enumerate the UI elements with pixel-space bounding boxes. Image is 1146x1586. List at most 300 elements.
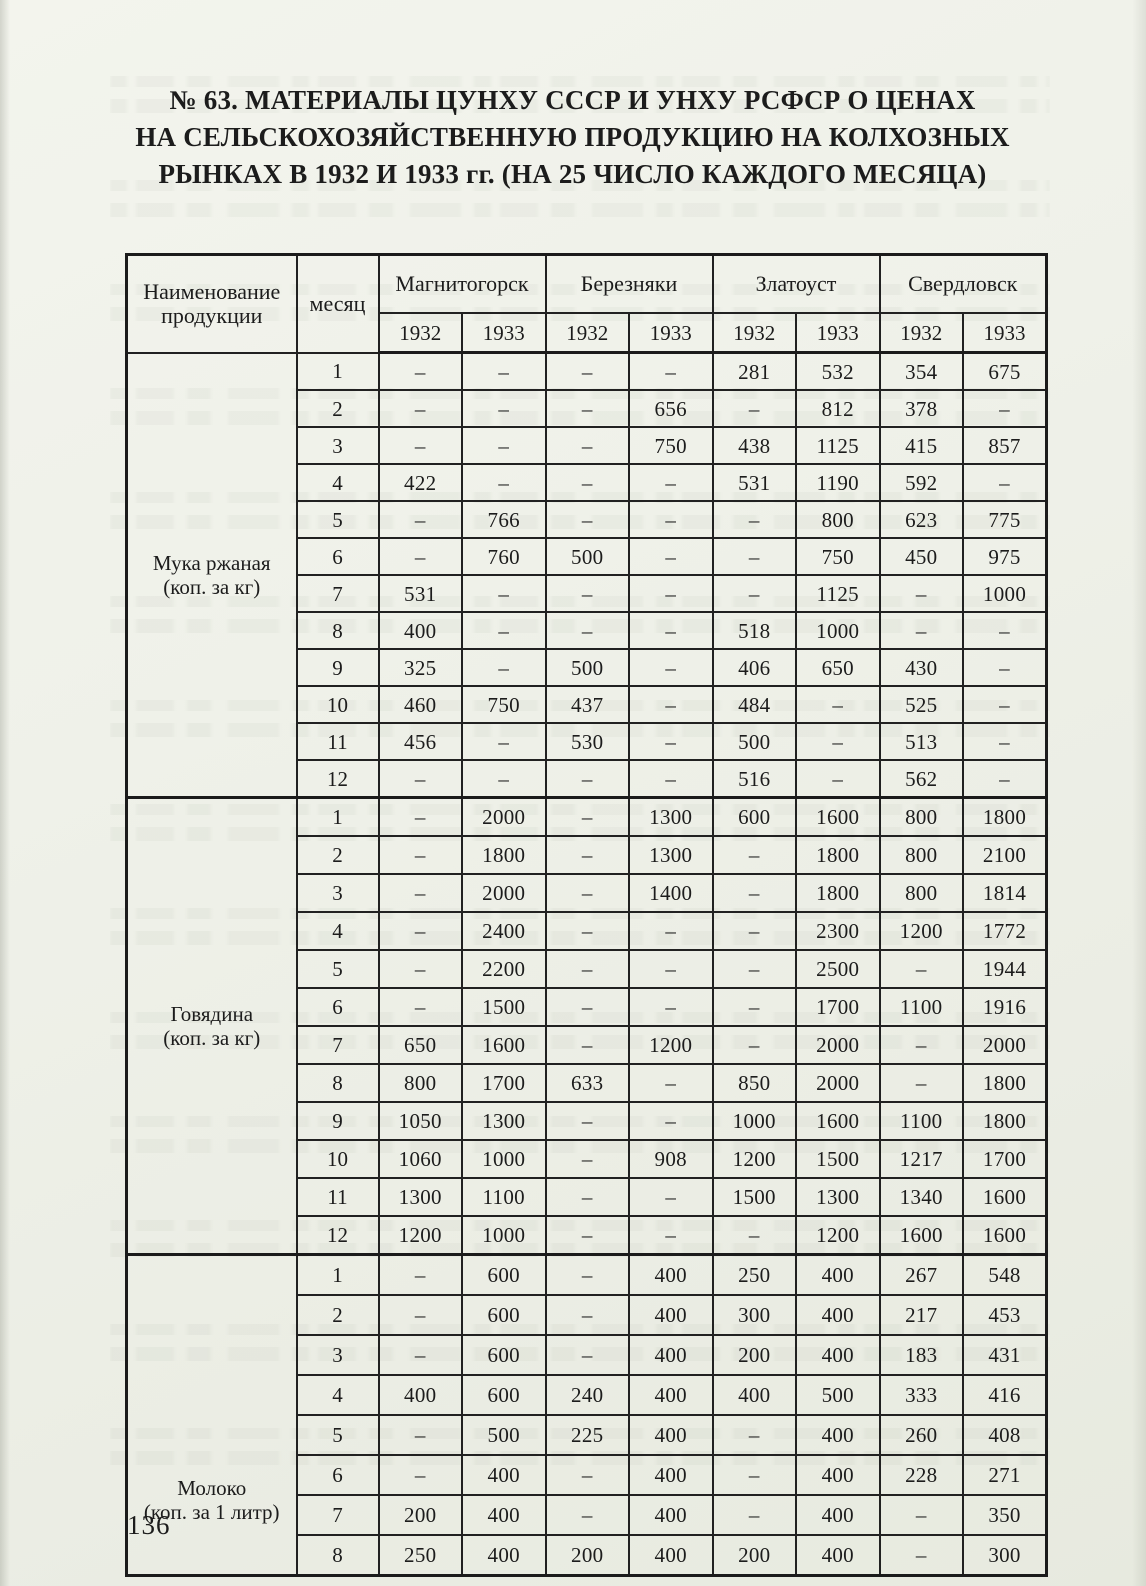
- price-cell: –: [629, 950, 713, 988]
- price-cell: 908: [629, 1140, 713, 1178]
- price-cell: 1000: [713, 1102, 797, 1140]
- price-cell: –: [963, 723, 1047, 760]
- price-cell: 1200: [629, 1026, 713, 1064]
- price-cell: –: [963, 390, 1047, 427]
- column-header-product: Наименование продукции: [127, 255, 297, 353]
- price-cell: –: [462, 575, 546, 612]
- price-cell: 437: [546, 686, 630, 723]
- month-cell: 11: [297, 1178, 379, 1216]
- city-header-zlatoust: Златоуст: [713, 255, 880, 314]
- price-cell: –: [379, 501, 463, 538]
- page-number: 136: [127, 1510, 171, 1540]
- price-cell: –: [629, 353, 713, 391]
- price-cell: 1000: [462, 1216, 546, 1255]
- price-cell: 217: [880, 1295, 964, 1335]
- price-cell: 400: [629, 1455, 713, 1495]
- price-cell: 1800: [796, 874, 880, 912]
- price-cell: –: [462, 353, 546, 391]
- month-cell: 1: [297, 798, 379, 837]
- month-cell: 2: [297, 1295, 379, 1335]
- column-header-month: месяц: [297, 255, 379, 353]
- price-cell: –: [796, 760, 880, 798]
- price-cell: 1000: [796, 612, 880, 649]
- price-cell: 516: [713, 760, 797, 798]
- price-cell: 857: [963, 427, 1047, 464]
- price-cell: 600: [713, 798, 797, 837]
- price-cell: –: [880, 1026, 964, 1064]
- price-cell: 525: [880, 686, 964, 723]
- city-header-magnitogorsk: Магнитогорск: [379, 255, 546, 314]
- price-cell: 2500: [796, 950, 880, 988]
- price-cell: 2000: [462, 798, 546, 837]
- price-cell: 1300: [796, 1178, 880, 1216]
- price-cell: –: [462, 649, 546, 686]
- price-cell: –: [546, 1178, 630, 1216]
- price-cell: –: [713, 1495, 797, 1535]
- month-cell: 3: [297, 874, 379, 912]
- price-cell: –: [713, 950, 797, 988]
- price-cell: 400: [796, 1255, 880, 1296]
- price-cell: 408: [963, 1415, 1047, 1455]
- price-cell: –: [713, 1455, 797, 1495]
- table-row: [127, 798, 1047, 837]
- month-cell: 8: [297, 612, 379, 649]
- price-cell: 800: [880, 798, 964, 837]
- price-cell: –: [379, 353, 463, 391]
- price-cell: 800: [796, 501, 880, 538]
- price-cell: 267: [880, 1255, 964, 1296]
- price-cell: 400: [796, 1335, 880, 1375]
- price-cell: –: [379, 427, 463, 464]
- price-cell: 1300: [379, 1178, 463, 1216]
- price-cell: –: [963, 649, 1047, 686]
- price-cell: –: [379, 390, 463, 427]
- year-header: 1932: [713, 313, 797, 353]
- price-cell: –: [379, 950, 463, 988]
- price-cell: 1340: [880, 1178, 964, 1216]
- price-cell: 400: [629, 1335, 713, 1375]
- price-cell: –: [963, 464, 1047, 501]
- price-cell: 460: [379, 686, 463, 723]
- price-cell: 1060: [379, 1140, 463, 1178]
- price-cell: 500: [546, 649, 630, 686]
- price-cell: 400: [796, 1295, 880, 1335]
- month-cell: 1: [297, 1255, 379, 1296]
- month-cell: 6: [297, 988, 379, 1026]
- price-cell: 200: [546, 1535, 630, 1576]
- price-cell: 600: [462, 1335, 546, 1375]
- price-cell: 400: [462, 1455, 546, 1495]
- price-cell: 431: [963, 1335, 1047, 1375]
- price-cell: –: [546, 501, 630, 538]
- price-cell: –: [546, 1255, 630, 1296]
- product-name: Молоко: [177, 1476, 247, 1500]
- price-cell: 1700: [963, 1140, 1047, 1178]
- price-cell: –: [546, 1216, 630, 1255]
- month-cell: 7: [297, 1495, 379, 1535]
- price-cell: 1100: [880, 1102, 964, 1140]
- price-cell: –: [713, 575, 797, 612]
- price-cell: –: [796, 686, 880, 723]
- product-label: [127, 798, 297, 1255]
- price-cell: 1300: [629, 798, 713, 837]
- price-cell: 1400: [629, 874, 713, 912]
- price-cell: –: [546, 612, 630, 649]
- price-cell: 378: [880, 390, 964, 427]
- price-cell: 675: [963, 353, 1047, 391]
- price-cell: 600: [462, 1255, 546, 1296]
- price-cell: 400: [796, 1415, 880, 1455]
- price-cell: –: [546, 1495, 630, 1535]
- price-cell: –: [546, 353, 630, 391]
- price-cell: 400: [629, 1375, 713, 1415]
- price-cell: 271: [963, 1455, 1047, 1495]
- price-cell: 422: [379, 464, 463, 501]
- price-cell: –: [880, 612, 964, 649]
- price-cell: –: [880, 1064, 964, 1102]
- price-cell: 592: [880, 464, 964, 501]
- price-cell: 518: [713, 612, 797, 649]
- price-cell: 500: [546, 538, 630, 575]
- price-cell: 225: [546, 1415, 630, 1455]
- price-cell: 484: [713, 686, 797, 723]
- price-cell: 400: [796, 1455, 880, 1495]
- month-cell: 6: [297, 538, 379, 575]
- price-cell: 450: [880, 538, 964, 575]
- price-cell: –: [379, 1295, 463, 1335]
- price-cell: 400: [462, 1535, 546, 1576]
- price-cell: –: [713, 874, 797, 912]
- price-cell: 416: [963, 1375, 1047, 1415]
- price-cell: –: [880, 1535, 964, 1576]
- price-cell: 2000: [462, 874, 546, 912]
- price-cell: 415: [880, 427, 964, 464]
- price-cell: –: [379, 760, 463, 798]
- price-cell: 650: [379, 1026, 463, 1064]
- price-cell: –: [546, 950, 630, 988]
- price-cell: 2000: [963, 1026, 1047, 1064]
- price-cell: 750: [796, 538, 880, 575]
- price-cell: 1814: [963, 874, 1047, 912]
- price-cell: –: [629, 612, 713, 649]
- price-cell: 400: [629, 1495, 713, 1535]
- price-cell: 1200: [713, 1140, 797, 1178]
- month-cell: 2: [297, 836, 379, 874]
- product-name: Мука ржаная: [152, 550, 271, 575]
- price-cell: –: [629, 912, 713, 950]
- price-cell: 850: [713, 1064, 797, 1102]
- title-line-2: НА СЕЛЬСКОХОЗЯЙСТВЕННУЮ ПРОДУКЦИЮ НА КОЛХОЗНЫХ: [135, 122, 1010, 152]
- price-cell: 400: [629, 1295, 713, 1335]
- month-cell: 5: [297, 1415, 379, 1455]
- price-cell: 530: [546, 723, 630, 760]
- price-cell: 656: [629, 390, 713, 427]
- price-cell: 2100: [963, 836, 1047, 874]
- price-cell: 200: [713, 1335, 797, 1375]
- price-cell: 562: [880, 760, 964, 798]
- price-cell: 650: [796, 649, 880, 686]
- price-cell: 228: [880, 1455, 964, 1495]
- price-cell: 750: [629, 427, 713, 464]
- year-header: 1932: [546, 313, 630, 353]
- price-cell: –: [713, 1026, 797, 1064]
- price-cell: 300: [713, 1295, 797, 1335]
- price-cell: 1600: [462, 1026, 546, 1064]
- price-cell: 1300: [462, 1102, 546, 1140]
- price-cell: 766: [462, 501, 546, 538]
- price-cell: 2400: [462, 912, 546, 950]
- price-cell: 400: [629, 1255, 713, 1296]
- price-cell: –: [379, 538, 463, 575]
- price-cell: 453: [963, 1295, 1047, 1335]
- price-cell: 1000: [963, 575, 1047, 612]
- price-cell: –: [713, 538, 797, 575]
- month-cell: 12: [297, 760, 379, 798]
- price-cell: 633: [546, 1064, 630, 1102]
- product-label: [127, 353, 297, 798]
- price-cell: 183: [880, 1335, 964, 1375]
- price-cell: –: [629, 686, 713, 723]
- price-cell: 354: [880, 353, 964, 391]
- price-cell: 400: [629, 1415, 713, 1455]
- month-cell: 1: [297, 353, 379, 391]
- product-unit: (коп. за 1 литр): [143, 1500, 280, 1524]
- price-cell: 775: [963, 501, 1047, 538]
- price-cell: –: [546, 464, 630, 501]
- price-cell: –: [379, 1255, 463, 1296]
- price-cell: –: [629, 1178, 713, 1216]
- price-cell: –: [546, 1026, 630, 1064]
- price-cell: 1944: [963, 950, 1047, 988]
- price-cell: 1050: [379, 1102, 463, 1140]
- price-cell: 800: [379, 1064, 463, 1102]
- month-cell: 4: [297, 1375, 379, 1415]
- price-cell: –: [379, 874, 463, 912]
- price-cell: –: [629, 575, 713, 612]
- month-cell: 3: [297, 427, 379, 464]
- price-cell: –: [546, 1455, 630, 1495]
- price-cell: 1200: [796, 1216, 880, 1255]
- month-cell: 7: [297, 575, 379, 612]
- price-cell: 500: [713, 723, 797, 760]
- price-cell: 1125: [796, 575, 880, 612]
- price-cell: –: [462, 464, 546, 501]
- price-cell: 1190: [796, 464, 880, 501]
- city-header-sverdlovsk: Свердловск: [880, 255, 1047, 314]
- month-cell: 9: [297, 1102, 379, 1140]
- price-cell: 1600: [963, 1178, 1047, 1216]
- price-table: [125, 253, 1048, 1577]
- product-unit: (коп. за кг): [163, 574, 261, 599]
- price-cell: –: [629, 988, 713, 1026]
- price-cell: 548: [963, 1255, 1047, 1296]
- month-cell: 8: [297, 1064, 379, 1102]
- price-cell: 456: [379, 723, 463, 760]
- month-cell: 6: [297, 1455, 379, 1495]
- price-cell: –: [629, 1102, 713, 1140]
- price-cell: –: [629, 501, 713, 538]
- price-cell: –: [546, 1102, 630, 1140]
- price-cell: 2300: [796, 912, 880, 950]
- product-name: Говядина: [170, 1002, 254, 1026]
- price-cell: –: [379, 912, 463, 950]
- price-cell: 500: [462, 1415, 546, 1455]
- price-cell: 300: [963, 1535, 1047, 1576]
- price-cell: –: [546, 798, 630, 837]
- price-cell: 531: [713, 464, 797, 501]
- price-cell: 1200: [379, 1216, 463, 1255]
- price-cell: –: [963, 686, 1047, 723]
- year-header: 1933: [796, 313, 880, 353]
- price-cell: 400: [796, 1495, 880, 1535]
- price-cell: –: [379, 1455, 463, 1495]
- price-cell: 200: [713, 1535, 797, 1576]
- price-cell: 1800: [462, 836, 546, 874]
- month-cell: 5: [297, 950, 379, 988]
- price-cell: –: [462, 760, 546, 798]
- price-cell: 240: [546, 1375, 630, 1415]
- price-cell: –: [880, 950, 964, 988]
- price-cell: 350: [963, 1495, 1047, 1535]
- price-cell: 438: [713, 427, 797, 464]
- table-row: [127, 1255, 1047, 1296]
- city-header-berezniki: Березняки: [546, 255, 713, 314]
- price-cell: 1800: [963, 798, 1047, 837]
- price-cell: 200: [379, 1495, 463, 1535]
- price-cell: 1500: [796, 1140, 880, 1178]
- price-cell: –: [546, 836, 630, 874]
- price-cell: 800: [880, 836, 964, 874]
- title-line-3: РЫНКАХ В 1932 И 1933 гг. (НА 25 ЧИСЛО КАЖДОГО МЕСЯЦА): [158, 159, 987, 189]
- price-cell: 1500: [713, 1178, 797, 1216]
- month-cell: 10: [297, 1140, 379, 1178]
- price-cell: –: [629, 760, 713, 798]
- table-header: [127, 255, 1047, 353]
- price-cell: 1800: [796, 836, 880, 874]
- price-cell: 1500: [462, 988, 546, 1026]
- document-title: [120, 82, 1025, 193]
- price-cell: –: [546, 575, 630, 612]
- price-cell: –: [379, 798, 463, 837]
- price-cell: 281: [713, 353, 797, 391]
- price-cell: 2200: [462, 950, 546, 988]
- month-cell: 8: [297, 1535, 379, 1576]
- price-cell: 1772: [963, 912, 1047, 950]
- price-cell: 1125: [796, 427, 880, 464]
- price-cell: 406: [713, 649, 797, 686]
- price-cell: –: [880, 1495, 964, 1535]
- price-cell: –: [713, 836, 797, 874]
- year-header: 1933: [963, 313, 1047, 353]
- price-cell: –: [546, 1295, 630, 1335]
- price-cell: –: [713, 501, 797, 538]
- price-cell: 1700: [462, 1064, 546, 1102]
- price-cell: –: [546, 1335, 630, 1375]
- price-cell: 400: [379, 1375, 463, 1415]
- table-row: [127, 353, 1047, 391]
- month-cell: 5: [297, 501, 379, 538]
- price-cell: –: [629, 649, 713, 686]
- price-cell: –: [629, 723, 713, 760]
- price-cell: 623: [880, 501, 964, 538]
- price-cell: 975: [963, 538, 1047, 575]
- price-cell: –: [379, 1415, 463, 1455]
- price-cell: 1800: [963, 1064, 1047, 1102]
- price-cell: –: [963, 760, 1047, 798]
- price-cell: 260: [880, 1415, 964, 1455]
- price-cell: –: [629, 1064, 713, 1102]
- price-cell: –: [546, 912, 630, 950]
- price-cell: 532: [796, 353, 880, 391]
- price-cell: 1200: [880, 912, 964, 950]
- price-cell: –: [462, 427, 546, 464]
- price-cell: 400: [713, 1375, 797, 1415]
- month-cell: 4: [297, 464, 379, 501]
- price-cell: 2000: [796, 1064, 880, 1102]
- price-cell: –: [629, 538, 713, 575]
- price-cell: –: [713, 912, 797, 950]
- price-cell: 1300: [629, 836, 713, 874]
- price-cell: 325: [379, 649, 463, 686]
- price-cell: 531: [379, 575, 463, 612]
- price-cell: 760: [462, 538, 546, 575]
- price-cell: –: [546, 427, 630, 464]
- price-cell: 400: [629, 1535, 713, 1576]
- price-cell: –: [713, 1216, 797, 1255]
- price-cell: 800: [880, 874, 964, 912]
- year-header: 1932: [379, 313, 463, 353]
- price-cell: 1217: [880, 1140, 964, 1178]
- price-cell: –: [629, 464, 713, 501]
- price-cell: –: [713, 988, 797, 1026]
- price-cell: 513: [880, 723, 964, 760]
- price-cell: 1600: [963, 1216, 1047, 1255]
- table-body: [127, 353, 1047, 1576]
- price-cell: –: [546, 1140, 630, 1178]
- price-cell: 1600: [796, 798, 880, 837]
- price-cell: –: [462, 390, 546, 427]
- month-cell: 3: [297, 1335, 379, 1375]
- price-cell: 1100: [880, 988, 964, 1026]
- price-cell: 400: [379, 612, 463, 649]
- price-cell: 1800: [963, 1102, 1047, 1140]
- price-cell: –: [713, 1415, 797, 1455]
- price-cell: –: [546, 988, 630, 1026]
- price-cell: –: [379, 988, 463, 1026]
- price-cell: 1700: [796, 988, 880, 1026]
- month-cell: 7: [297, 1026, 379, 1064]
- price-cell: –: [462, 723, 546, 760]
- price-cell: –: [713, 390, 797, 427]
- price-cell: –: [880, 575, 964, 612]
- price-cell: –: [796, 723, 880, 760]
- price-cell: 500: [796, 1375, 880, 1415]
- price-cell: 333: [880, 1375, 964, 1415]
- price-cell: 750: [462, 686, 546, 723]
- price-cell: 2000: [796, 1026, 880, 1064]
- price-cell: 1600: [796, 1102, 880, 1140]
- year-header: 1932: [880, 313, 964, 353]
- price-cell: 400: [462, 1495, 546, 1535]
- year-header: 1933: [629, 313, 713, 353]
- price-cell: 250: [713, 1255, 797, 1296]
- price-cell: 1000: [462, 1140, 546, 1178]
- title-line-1: № 63. МАТЕРИАЛЫ ЦУНХУ СССР И УНХУ РСФСР О ЦЕНАХ: [169, 85, 976, 115]
- price-cell: –: [963, 612, 1047, 649]
- price-cell: –: [546, 390, 630, 427]
- price-cell: 430: [880, 649, 964, 686]
- month-cell: 12: [297, 1216, 379, 1255]
